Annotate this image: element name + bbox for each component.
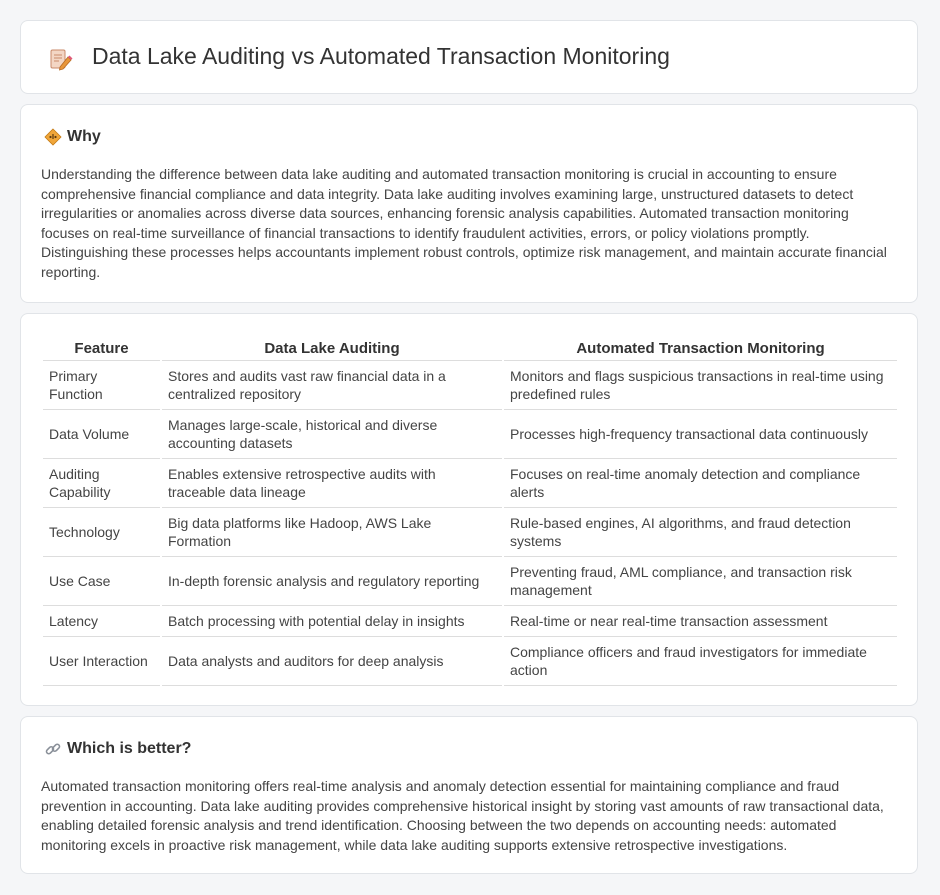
feature-cell: User Interaction <box>43 637 160 686</box>
column-header-feature: Feature <box>43 334 160 361</box>
why-heading: Why <box>67 128 101 145</box>
transaction-monitoring-cell: Monitors and flags suspicious transactions in real-time using predefined rules <box>504 361 897 410</box>
data-lake-cell: In-depth forensic analysis and regulatory reporting <box>162 557 502 606</box>
transaction-monitoring-cell: Rule-based engines, AI algorithms, and fraud detection systems <box>504 508 897 557</box>
table-row <box>43 606 897 637</box>
table-row <box>43 557 897 606</box>
which-is-better-heading: Which is better? <box>67 740 192 757</box>
which-is-better-section <box>20 716 918 874</box>
document-pencil-icon <box>47 47 73 73</box>
feature-cell: Auditing Capability <box>43 459 160 508</box>
header-card <box>20 20 918 94</box>
transaction-monitoring-cell: Compliance officers and fraud investigators for immediate action <box>504 637 897 686</box>
why-text: Understanding the difference between data lake auditing and automated transaction monitoring is crucial in accounting to ensure comprehensive financial compliance and data integrity. Data lake auditing involves examining large, unstructured datasets to detect irregularities or anomalies across diverse data sources, enhancing forensic analysis capabilities. Automated transaction monitoring focuses on real-time surveillance of financial transactions to identify fraudulent activities, errors, or policy violations promptly. Distinguishing these processes helps accountants implement robust controls, optimize risk management, and maintain accurate financial reporting. <box>41 166 887 280</box>
transaction-monitoring-cell: Focuses on real-time anomaly detection and compliance alerts <box>504 459 897 508</box>
feature-cell: Latency <box>43 606 160 637</box>
column-header-data-lake-auditing: Data Lake Auditing <box>162 334 502 361</box>
link-icon <box>44 740 62 758</box>
which-is-better-text: Automated transaction monitoring offers real-time analysis and anomaly detection essential for maintaining compliance and fraud prevention in accounting. Data lake auditing provides comprehensive historical insight by storing vast amounts of raw transactional data, enabling detailed forensic analysis and trend identification. Choosing between the two depends on accounting needs: automated monitoring excels in proactive risk management, while data lake auditing supports extensive retrospective investigations. <box>41 778 884 853</box>
comparison-table <box>41 334 899 686</box>
data-lake-cell: Data analysts and auditors for deep analysis <box>162 637 502 686</box>
table-row <box>43 410 897 459</box>
why-section <box>20 104 918 303</box>
transaction-monitoring-cell: Preventing fraud, AML compliance, and transaction risk management <box>504 557 897 606</box>
warning-diamond-icon <box>44 128 62 146</box>
table-row <box>43 637 897 686</box>
data-lake-cell: Big data platforms like Hadoop, AWS Lake Formation <box>162 508 502 557</box>
data-lake-cell: Batch processing with potential delay in insights <box>162 606 502 637</box>
feature-cell: Technology <box>43 508 160 557</box>
transaction-monitoring-cell: Processes high-frequency transactional data continuously <box>504 410 897 459</box>
column-header-automated-transaction-monitoring: Automated Transaction Monitoring <box>504 334 897 361</box>
feature-cell: Primary Function <box>43 361 160 410</box>
feature-cell: Data Volume <box>43 410 160 459</box>
data-lake-cell: Enables extensive retrospective audits with traceable data lineage <box>162 459 502 508</box>
comparison-section <box>20 313 918 706</box>
table-row <box>43 361 897 410</box>
data-lake-cell: Manages large-scale, historical and diverse accounting datasets <box>162 410 502 459</box>
data-lake-cell: Stores and audits vast raw financial data in a centralized repository <box>162 361 502 410</box>
table-row <box>43 459 897 508</box>
table-header-row <box>43 334 897 361</box>
table-row <box>43 508 897 557</box>
feature-cell: Use Case <box>43 557 160 606</box>
page-title: Data Lake Auditing vs Automated Transaction Monitoring <box>92 43 670 69</box>
transaction-monitoring-cell: Real-time or near real-time transaction assessment <box>504 606 897 637</box>
